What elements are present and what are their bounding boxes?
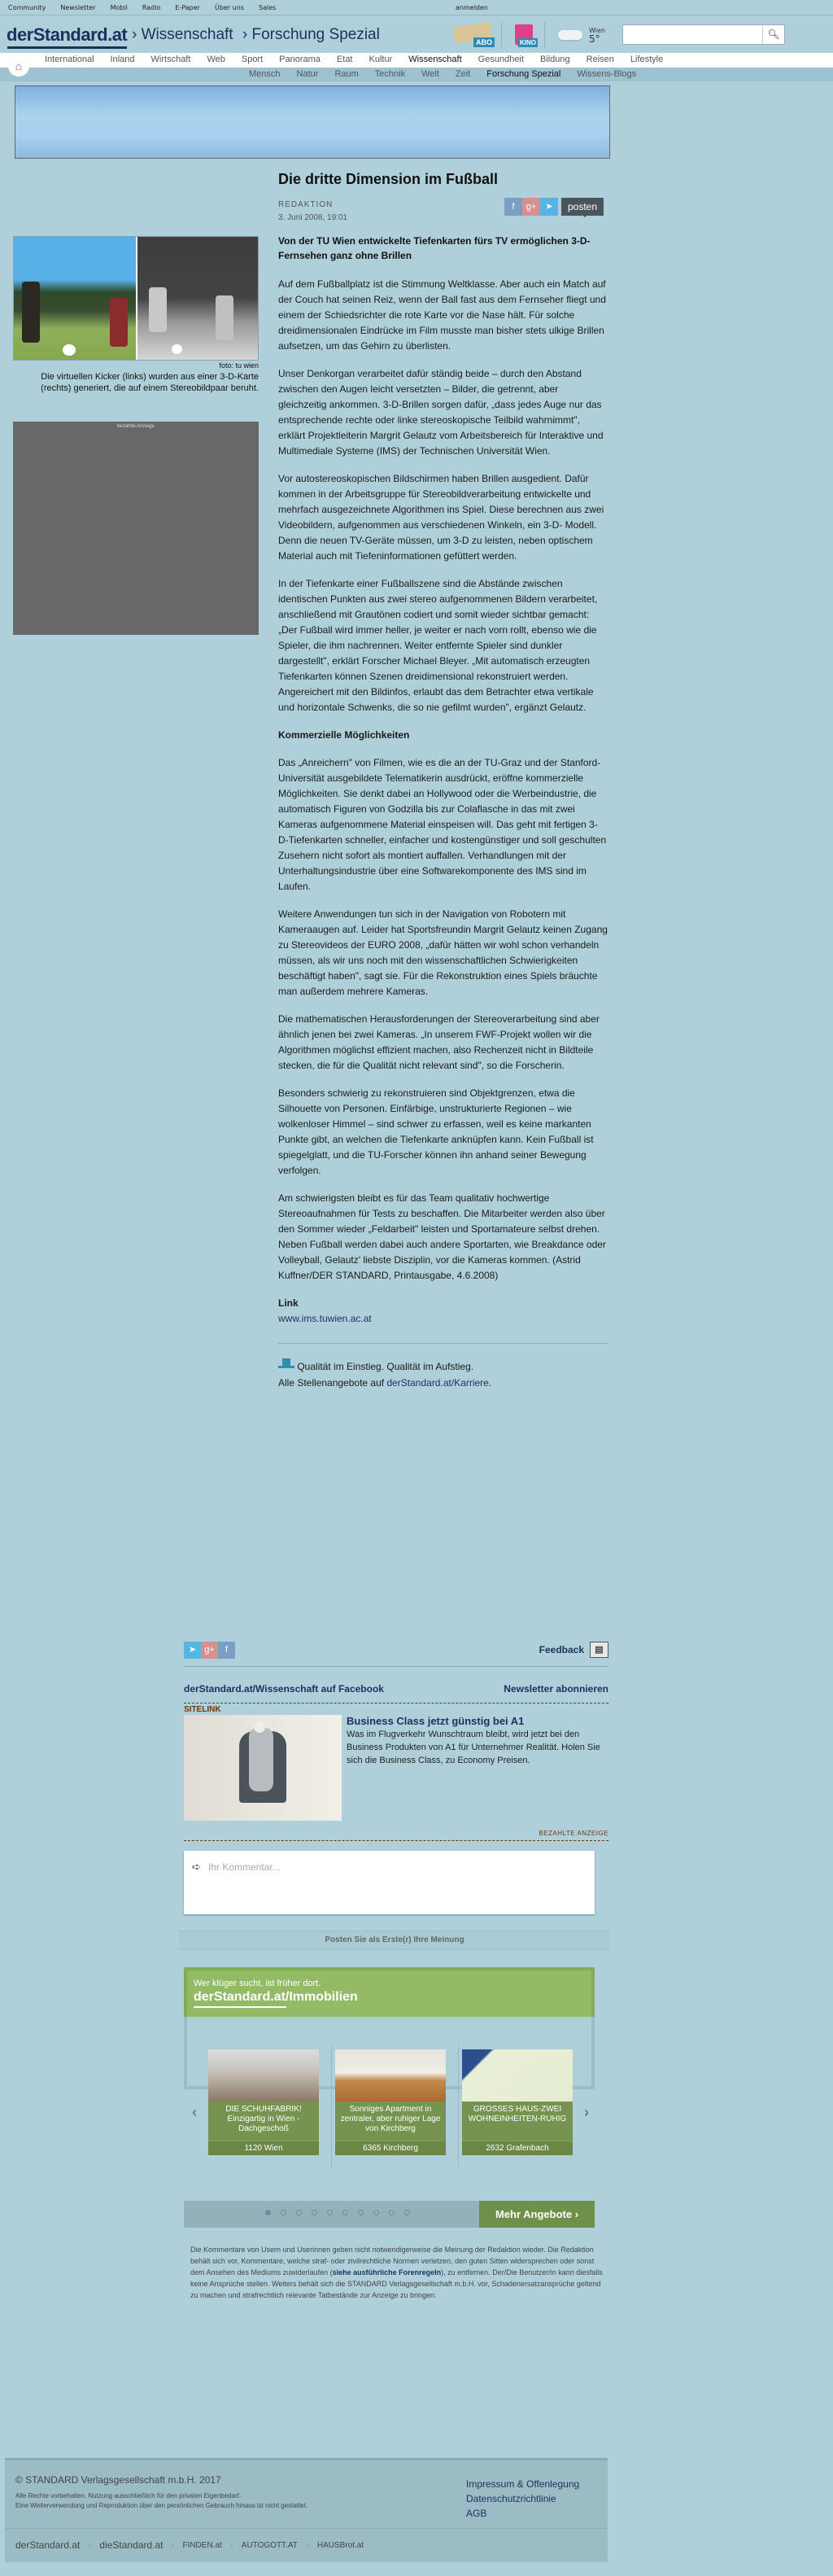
legal-line: Eine Weiterverwendung und Reproduktion über den persönlichen Gebrauch hinaus ist nicht gestattet. [15, 2502, 308, 2509]
forum-disclaimer [190, 2244, 605, 2301]
main-nav [0, 53, 833, 68]
page-dot[interactable] [373, 2210, 379, 2215]
disclaimer-text: Die Kommentare von Usern und Userinnen geben nicht notwendigerweise die Meinung der Redaktion wieder. Die Redaktion behält sich vor, Kommentare, welche straf- oder zivilrechtliche Normen verletzen, den guten Sitten widersprechen oder sonst dem Ansehen des Mediums zuwiderlaufen ( [190, 2246, 595, 2276]
jobs-line1: Qualität im Einstieg. Qualität im Aufstieg. [297, 1361, 474, 1372]
photo-left-football [14, 237, 136, 360]
breadcrumb [132, 26, 385, 44]
article-tools [184, 1642, 608, 1695]
brand-hausbrot[interactable]: HAUSBrot.at [316, 2540, 364, 2550]
divider [544, 22, 545, 48]
article-date: 3. Juni 2008, 19:01 [278, 213, 348, 222]
nav-gesundheit[interactable]: Gesundheit [478, 55, 524, 64]
top-link-ueber-uns[interactable]: Über uns [214, 4, 244, 11]
nav-wirtschaft[interactable]: Wirtschaft [150, 55, 191, 64]
subnav-zeit[interactable]: Zeit [455, 69, 471, 79]
immo-card-title: GROSSES HAUS-ZWEI WOHNEINHEITEN-RUHIG [462, 2101, 573, 2141]
top-link-radio[interactable]: Radio [142, 4, 161, 11]
cloud-icon [558, 30, 582, 40]
nav-international[interactable]: International [45, 55, 94, 64]
paragraph: Besonders schwierig zu rekonstruieren sind Objektgrenzen, etwa die Silhouette von Personen. Einfärbige, unstrukturierte Regionen – wie wolkenloser Himmel – sind schwer zu erfassen, weil es keine markanten Punkte gibt, an welchen die Tiefenkarte anknüpfen kann. Kein Fußball ist spiegelglatt, und die TU-Forscher können ihn anhand seiner Bewegung verfolgen. [278, 1087, 594, 1176]
facebook-page-link[interactable]: derStandard.at/Wissenschaft auf Facebook [184, 1683, 384, 1695]
breadcrumb-wissenschaft[interactable]: › Wissenschaft [132, 26, 233, 43]
article-body [278, 277, 608, 1391]
home-icon[interactable]: ⌂ [8, 55, 29, 77]
immo-card-image [208, 2049, 319, 2101]
brand-links: derStandard.at · dieStandard.at · FINDEN.at · AUTOGOTT.AT · HAUSBrot.at [15, 2539, 364, 2551]
facebook-share-button[interactable]: f [504, 198, 522, 216]
weather-temp: 5° [589, 33, 600, 45]
side-ad[interactable] [13, 422, 259, 635]
immo-brand[interactable]: derStandard.at/Immobilien [194, 1990, 358, 2004]
breadcrumb-forschung-spezial[interactable]: › Forschung Spezial [242, 26, 380, 43]
article-subheading: Kommerzielle Möglichkeiten [278, 729, 410, 741]
nav-kultur[interactable]: Kultur [369, 55, 393, 64]
legal-text [15, 2491, 307, 2511]
subnav-mensch[interactable]: Mensch [249, 69, 281, 79]
sitelink-text: Was im Flugverkehr Wunschtraum bleibt, wird jetzt bei den Business Produkten von A1 für Unternehmer Realität. Holen Sie sich die Business Class, zu Economy Preisen. [347, 1730, 600, 1765]
page-dot[interactable] [265, 2210, 271, 2215]
top-link-epaper[interactable]: E-Paper [175, 4, 200, 11]
kino-icon[interactable] [508, 23, 538, 47]
page-dot[interactable] [358, 2210, 364, 2215]
article-image[interactable] [13, 236, 259, 361]
immo-tagline: Wer klüger sucht, ist früher dort. [194, 1979, 321, 1988]
carousel-next-icon[interactable]: › [584, 2104, 589, 2120]
article-author: REDAKTION [278, 200, 334, 209]
paragraph: Weitere Anwendungen tun sich in der Navigation von Robotern mit Kameraaugen auf. Leider hat Sportsfreundin Margrit Gelautz keinen Zugang zu Stereovideos der EURO 2008, „dafür hätten wir wohl schon verhandeln müssen, als wir uns noch mit den wissenschaftlichen Schwierigkeiten beschäftigt haben", sagt sie. Für die Rekonstruktion eines Spiels bräuchte man außerdem mehrere Kameras. [278, 908, 608, 997]
brand-autogott[interactable]: AUTOGOTT.AT [241, 2540, 298, 2550]
subnav-natur[interactable]: Natur [296, 69, 319, 79]
page-dot[interactable] [327, 2210, 333, 2215]
weather-widget[interactable] [589, 27, 605, 43]
subnav-wissens-blogs[interactable]: Wissens-Blogs [577, 69, 637, 79]
brand-finden[interactable]: FINDEN.at [182, 2540, 222, 2550]
copyright: © STANDARD Verlagsgesellschaft m.b.H. 2017 [15, 2474, 221, 2486]
divider [184, 1666, 608, 1667]
forum-rules-link[interactable]: siehe ausführliche Forenregeln [332, 2268, 442, 2276]
immo-card[interactable] [208, 2049, 319, 2155]
header [0, 16, 833, 53]
jobs-line2-suffix: . [488, 1377, 492, 1389]
immo-card-title: DIE SCHUHFABRIK! Einzigartig in Wien - Dachgeschoß [208, 2101, 319, 2141]
page-dot[interactable] [281, 2210, 286, 2215]
twitter-icon[interactable]: ➤ [184, 1642, 201, 1659]
page-dot[interactable] [342, 2210, 348, 2215]
subnav-welt[interactable]: Welt [421, 69, 439, 79]
feedback-link[interactable]: Feedback [539, 1644, 584, 1655]
external-link[interactable]: www.ims.tuwien.ac.at [278, 1313, 372, 1324]
immo-footer [184, 2201, 595, 2228]
karriere-link[interactable]: derStandard.at/Karriere [386, 1377, 489, 1389]
facebook-icon[interactable]: f [218, 1642, 235, 1659]
paragraph: Das „Anreichern" von Filmen, wie es die an der TU-Graz und der Stanford-Universität ausgebildete Telematikerin ausdrückt, eröffne kommerzielle Möglichkeiten. Sie denkt dabei an Hollywood oder die Werbeindustrie, die automatisch Figuren von Godzilla bis zur Colaflasche in das mit zwei Kameras aufgenommene Material einspeisen will. Das geht mit fertigen 3-D-Tiefenkarten schneller, einfacher und kostengünstiger und soll geschulten Zusehern nicht sofort als montiert auffallen. Verhandlungen mit der Unterhaltungsindustrie über eine Softwarekomponente des IMS sind im Laufen. [278, 757, 607, 892]
top-link-sales[interactable]: Sales [258, 4, 277, 11]
immo-card-location: 1120 Wien [208, 2141, 319, 2155]
paid-ad-label: BEZAHLTE ANZEIGE [539, 1830, 608, 1837]
subnav-forschung-spezial[interactable]: Forschung Spezial [486, 69, 561, 79]
top-link-mobil[interactable]: Mobil [110, 4, 128, 11]
immo-card-location: 2632 Grafenbach [462, 2141, 573, 2155]
feedback-area [539, 1642, 608, 1658]
nav-bildung[interactable]: Bildung [539, 55, 570, 64]
divider [501, 22, 502, 48]
paragraph: Am schwierigsten bleibt es für das Team qualitativ hochwertige Stereoaufnahmen für Tests zu beschaffen. Die Mitarbeiter werden also über den Sommer wieder „Feldarbeit" leisten und Sportamateure selbst drehen. Neben Fußball werden dabei auch andere Sportarten, wie Breakdance oder Volleyball, Gelautz' liebste Disziplin, vor die Kameras kommen. (Astrid Kuffner/DER STANDARD, Printausgabe, 4.6.2008) [278, 1192, 606, 1281]
top-link-newsletter[interactable]: Newsletter [60, 4, 96, 11]
search-icon[interactable]: 🔍︎ [762, 25, 784, 44]
page-dot[interactable] [404, 2210, 410, 2215]
top-link-community[interactable]: Community [8, 4, 46, 11]
nav-reisen[interactable]: Reisen [586, 55, 614, 64]
paragraph: In der Tiefenkarte einer Fußballszene sind die Abstände zwischen identischen Punkten aus zwei stereo aufgenommenen Bildern verarbeitet, anschließend mit Grautönen codiert und somit wieder sichtbar gemacht: „Der Fußball wird immer heller, je weiter er nach vorn rollt, ebenso wie die Spieler, die ihm nachrennen. Weiter entfernte Spieler sind dunkler dargestellt", erklärt Forscher Michael Bleyer. „Mit automatisch erzeugten Tiefenkarten können Szenen dreidimensional rekonstruiert werden. Angereichert mit den Bildinfos, erlaubt das dem Betrachter etwa vertikale und horizontale Schwenks, die so nie gefilmt wurden", ergänzt Gelautz. [278, 578, 598, 713]
image-caption: Die virtuellen Kicker (links) wurden aus einer 3-D-Karte (rechts) generiert, die auf einem Stereobildpaar beruht. [41, 372, 259, 393]
nav-panorama[interactable]: Panorama [279, 55, 321, 64]
sitelink-ad [184, 1703, 608, 1841]
abo-icon[interactable] [452, 23, 495, 47]
paragraph: Unser Denkorgan verarbeitet dafür ständig beide – durch den Abstand zwischen den Augen leicht versetzten – Bilder, die getrennt, aber gleichzeitig ankommen. 3-D-Brillen sorgen dafür, „dass jedes Auge nur das entsprechende rechte oder linke stereoskopische Teilbild wahrnimmt", erklärt Projektleiterin Margrit Gelautz vom Arbeitsbereich für Interaktive und Multimediale Systeme (IMS) der Technischen Universität Wien. [278, 368, 604, 457]
comment-placeholder: Ihr Kommentar... [208, 1861, 281, 1873]
office-chair-icon [278, 1358, 294, 1371]
ad-banner[interactable] [15, 85, 610, 159]
header-icons [452, 21, 605, 49]
page-dot[interactable] [296, 2210, 302, 2215]
immo-header[interactable] [184, 1967, 595, 2017]
link-heading: Link [278, 1297, 299, 1309]
immo-card[interactable] [462, 2049, 573, 2155]
nav-inland[interactable]: Inland [110, 55, 135, 64]
agb-link[interactable]: AGB [466, 2508, 487, 2519]
article-title: Die dritte Dimension im Fußball [278, 171, 499, 187]
more-offers-button[interactable]: Mehr Angebote › [479, 2201, 595, 2228]
comment-input[interactable] [184, 1851, 595, 1914]
side-ad-label: bezahlte Anzeige [117, 424, 155, 429]
immo-cards [203, 2049, 578, 2168]
nav-lifestyle[interactable]: Lifestyle [630, 55, 664, 64]
subnav-technik[interactable]: Technik [374, 69, 406, 79]
login-link[interactable]: anmelden [456, 4, 488, 11]
divider [278, 1343, 608, 1344]
disclaimer-text: ), zu entfernen. Der/Die Benutzer/in kann diesfalls keine Ansprüche stellen. Weiters behält sich die STANDARD Verlagsgesellschaft m.b.H. vor, Schadenersatzansprüche geltend zu machen und strafrechtlich relevante Tatbestände zur Anzeige zu bringen. [190, 2268, 603, 2299]
share-bar [504, 198, 604, 216]
immo-card-title: Sonniges Apartment in zentraler, aber ruhiger Lage von Kirchberg [335, 2101, 446, 2141]
page-dot[interactable] [389, 2210, 395, 2215]
impressum-link[interactable]: Impressum & Offenlegung [466, 2478, 580, 2490]
post-comment-button[interactable]: posten [561, 198, 604, 216]
jobs-promo [278, 1358, 608, 1391]
twitter-share-button[interactable]: ➤ [540, 198, 558, 216]
sitelink-image[interactable] [184, 1715, 342, 1821]
search-input[interactable] [622, 24, 785, 45]
abo-label: ABO [473, 37, 495, 47]
paragraph: Auf dem Fußballplatz ist die Stimmung Weltklasse. Aber auch ein Match auf der Couch hat seinen Reiz, wenn der Ball fast aus dem Fernseher fliegt und einem der Schiedsrichter die rote Karte vor die Nase hält. Für solche dreidimensionalen Eindrücke im Film musste man bisher stets ulkige Brillen aufsetzen, um das Gehirn zu überlisten. [278, 278, 606, 352]
nav-wissenschaft[interactable]: Wissenschaft [408, 55, 462, 64]
nav-etat[interactable]: Etat [336, 55, 353, 64]
paragraph: Die mathematischen Herausforderungen der Stereoverarbeitung sind aber ähnlich jenen bei zwei Kameras. „In unserem FWF-Projekt wollen wir die Algorithmen möglichst effizient machen, also Rechenzeit nicht in Bildteile stecken, die für die Qualität nicht relevant sind", so die Forscherin. [278, 1013, 600, 1071]
footer-links [466, 2477, 579, 2521]
nav-web[interactable]: Web [207, 55, 225, 64]
site-logo[interactable]: derStandard.at [7, 24, 128, 45]
article-lead: Von der TU Wien entwickelte Tiefenkarten fürs TV ermöglichen 3-D-Fernsehen ganz ohne Brillen [278, 235, 591, 261]
subnav-raum[interactable]: Raum [334, 69, 359, 79]
sitelink-title[interactable]: Business Class jetzt günstig bei A1 [347, 1715, 525, 1727]
divider [5, 2528, 608, 2529]
top-links [8, 4, 276, 11]
jobs-line2-prefix: Alle Stellenangebote auf [278, 1377, 387, 1389]
immo-card-image [335, 2049, 446, 2101]
googleplus-share-button[interactable]: g+ [522, 198, 540, 216]
carousel-pagination [265, 2210, 410, 2215]
image-credit: foto: tu wien [219, 361, 259, 370]
photo-right-depthmap [136, 237, 258, 360]
privacy-link[interactable]: Datenschutzrichtlinie [466, 2493, 556, 2504]
paragraph: Vor autostereoskopischen Bildschirmen haben Brillen ausgedient. Dafür kommen in der Arbeitsgruppe für Stereobildverarbeitung entwickelte und mehrfach ausgezeichnete Algorithmen ins Spiel. Diese berechnen aus zwei Videobildern, aufgenommen aus verschiedenen Winkeln, ein 3-D- Modell. Denn die neuen TV-Geräte müssen, um 3-D zu leisten, neben optischem Material auch mit Tiefeninformationen gefüttert werden. [278, 473, 604, 562]
reply-arrow-icon: ➪ [192, 1861, 201, 1873]
top-bar [0, 0, 833, 15]
newsletter-link[interactable]: Newsletter abonnieren [504, 1683, 608, 1695]
kino-label: KINO [520, 39, 536, 46]
immo-card-location: 6365 Kirchberg [335, 2141, 446, 2155]
brand-derstandard[interactable]: derStandard.at [15, 2539, 81, 2551]
post-first-notice: Posten Sie als Erste(r) Ihre Meinung [179, 1931, 610, 1950]
googleplus-icon[interactable]: g+ [201, 1642, 218, 1659]
legal-line: Alle Rechte vorbehalten. Nutzung ausschließlich für den privaten Eigenbedarf. [15, 2492, 242, 2499]
sitelink-label: SITELINK [184, 1705, 221, 1714]
carousel-prev-icon[interactable]: ‹ [192, 2104, 197, 2120]
nav-sport[interactable]: Sport [241, 55, 264, 64]
sub-nav [0, 68, 833, 81]
brand-diestandard[interactable]: dieStandard.at [99, 2539, 164, 2551]
printer-icon[interactable]: ▤ [590, 1642, 608, 1658]
footer [5, 2458, 608, 2562]
immo-card[interactable] [335, 2049, 446, 2155]
page-dot[interactable] [312, 2210, 317, 2215]
immo-card-image [462, 2049, 573, 2101]
weather-city: Wien [589, 27, 605, 34]
